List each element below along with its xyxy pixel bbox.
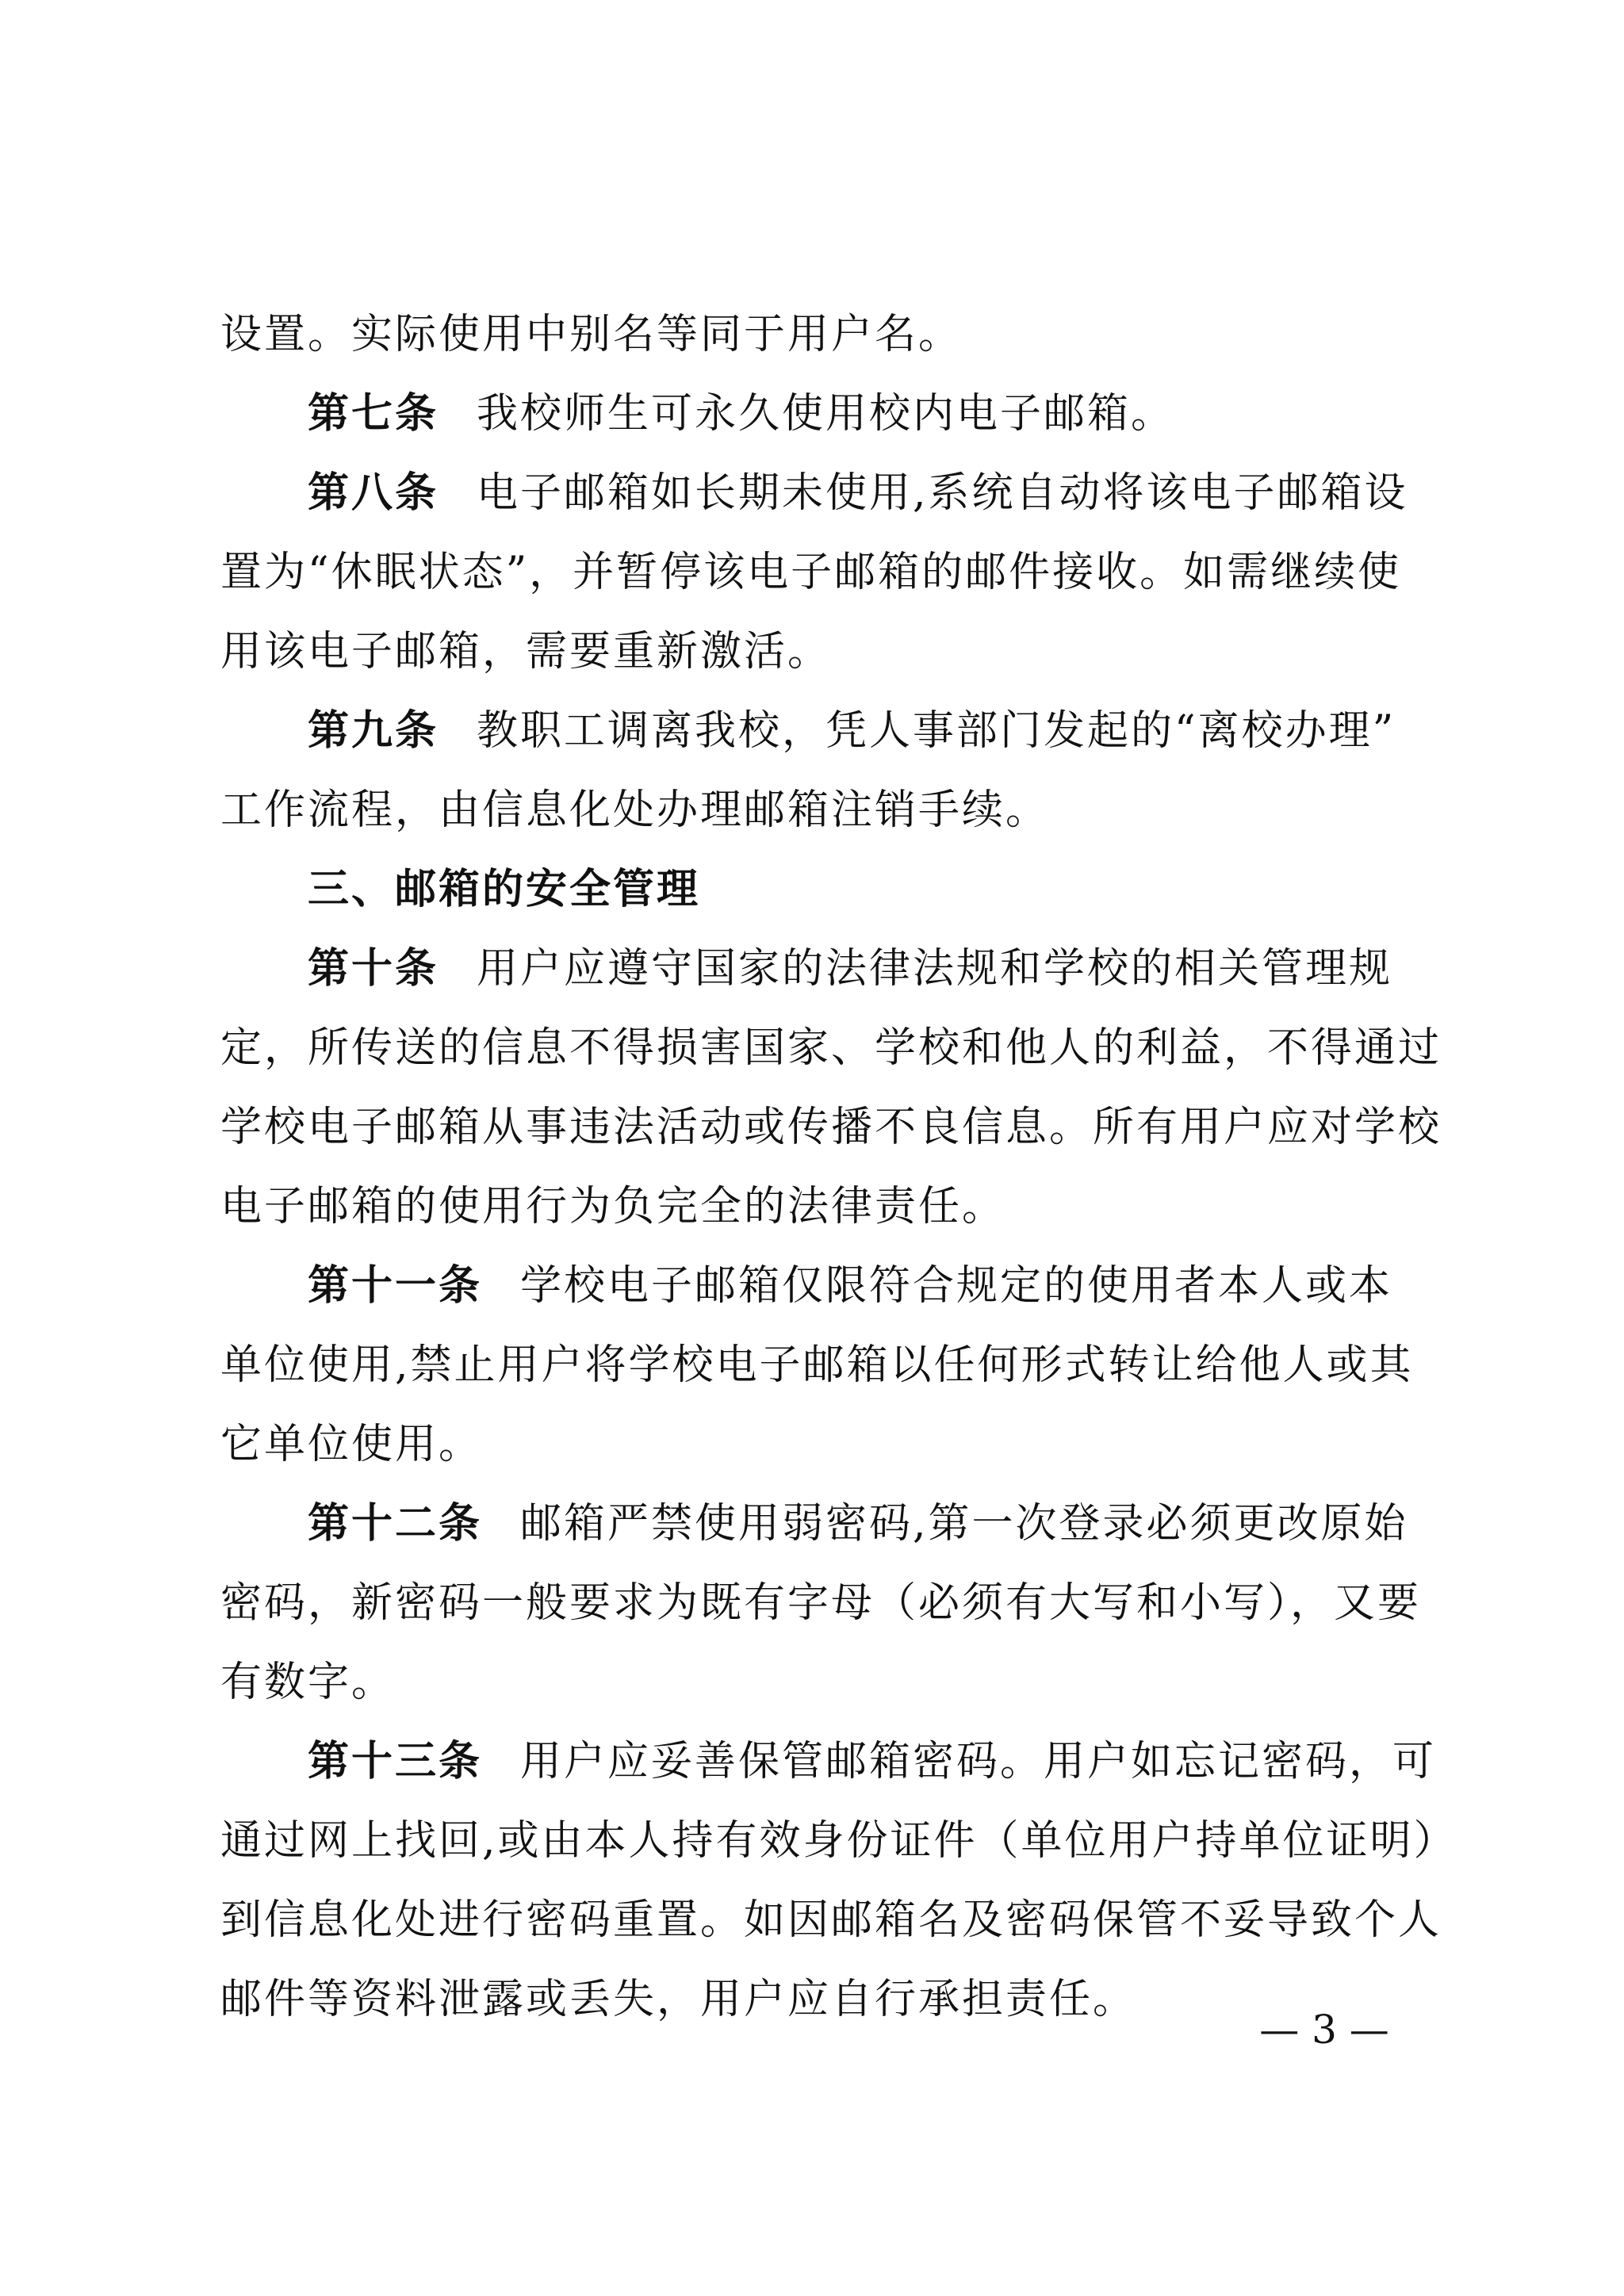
heading-text: 三、邮箱的安全管理 (308, 866, 701, 913)
article-11 (308, 1262, 1426, 1310)
line-text: 用户应遵守国家的法律法规和学校的相关管理规 (477, 945, 1393, 993)
line-text: 通过网上找回,或由本人持有效身份证件（单位用户持单位证明） (220, 1817, 1457, 1865)
article-number: 第十一条 (308, 1262, 483, 1310)
article-number: 第八条 (308, 469, 439, 517)
line-text: 电子邮箱如长期未使用,系统自动将该电子邮箱设 (477, 469, 1408, 517)
line-text: 电子邮箱的使用行为负完全的法律责任。 (220, 1183, 1006, 1230)
article-13 (308, 1738, 1437, 1785)
line-text: 邮件等资料泄露或丢失，用户应自行承担责任。 (220, 1976, 1137, 2023)
text-line (220, 1104, 1442, 1151)
line-text: 用户应妥善保管邮箱密码。用户如忘记密码，可 (520, 1738, 1437, 1785)
line-text: 学校电子邮箱从事违法活动或传播不良信息。所有用户应对学校 (220, 1104, 1442, 1151)
text-line (220, 628, 1426, 675)
line-text: 密码，新密码一般要求为既有字母（必须有大写和小写），又要 (220, 1579, 1422, 1627)
text-line (220, 1817, 1457, 1865)
section-heading (308, 866, 1426, 913)
line-text: 有数字。 (220, 1659, 396, 1706)
article-9 (308, 707, 1426, 755)
text-line (220, 1024, 1442, 1072)
line-text: 学校电子邮箱仅限符合规定的使用者本人或本 (520, 1262, 1393, 1310)
line-text: 单位使用,禁止用户将学校电子邮箱以任何形式转让给他人或其 (220, 1341, 1414, 1389)
article-7 (308, 390, 1426, 438)
line-text: 工作流程，由信息化处办理邮箱注销手续。 (220, 786, 1050, 834)
text-line (220, 311, 1426, 358)
page-number: — 3 — (1259, 2007, 1389, 2053)
text-line (220, 1659, 1426, 1706)
text-line (220, 1341, 1426, 1389)
text-line (220, 1421, 1426, 1468)
article-number: 第十条 (308, 945, 439, 993)
article-number: 第七条 (308, 390, 439, 438)
article-12 (308, 1500, 1426, 1548)
text-line (220, 1896, 1442, 1944)
article-number: 第十三条 (308, 1738, 483, 1785)
line-text: 我校师生可永久使用校内电子邮箱。 (477, 390, 1175, 438)
article-10 (308, 945, 1426, 993)
text-line (220, 549, 1426, 596)
article-8 (308, 469, 1426, 517)
line-text: 定，所传送的信息不得损害国家、学校和他人的利益，不得通过 (220, 1024, 1442, 1072)
line-text: 设置。实际使用中别名等同于用户名。 (220, 311, 963, 358)
line-text: 它单位使用。 (220, 1421, 483, 1468)
text-line (220, 1579, 1426, 1627)
text-line (220, 1976, 1426, 2023)
text-line (220, 1183, 1426, 1230)
article-number: 第十二条 (308, 1500, 483, 1548)
line-text: 置为“休眠状态”，并暂停该电子邮箱的邮件接收。如需继续使 (220, 549, 1402, 596)
article-number: 第九条 (308, 707, 439, 755)
line-text: 教职工调离我校，凭人事部门发起的“离校办理” (477, 707, 1396, 755)
line-text: 到信息化处进行密码重置。如因邮箱名及密码保管不妥导致个人 (220, 1896, 1442, 1944)
line-text: 邮箱严禁使用弱密码,第一次登录必须更改原始 (520, 1500, 1408, 1548)
text-line (220, 786, 1426, 834)
line-text: 用该电子邮箱，需要重新激活。 (220, 628, 832, 675)
